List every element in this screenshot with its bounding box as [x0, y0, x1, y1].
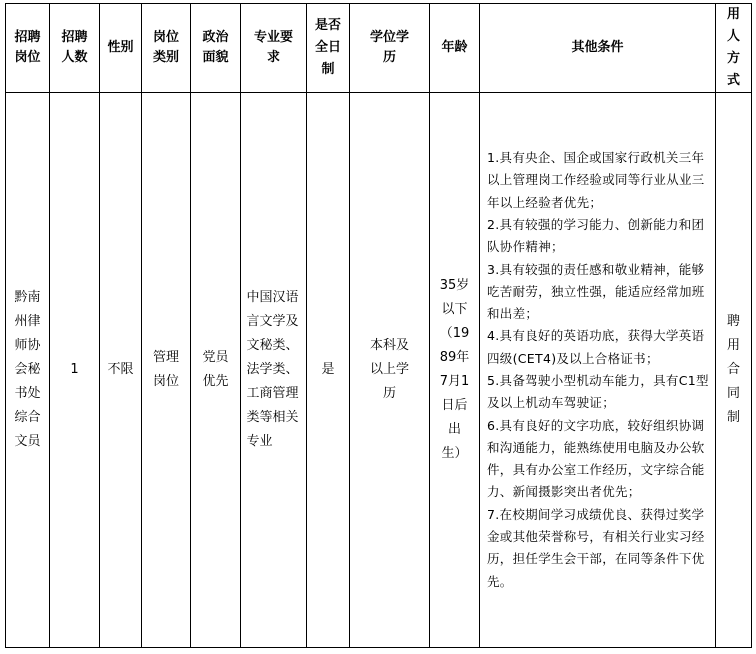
cell-other-conditions: [480, 93, 716, 648]
condition-item-1: 1.具有央企、国企或国家行政机关三年以上管理岗工作经验或同等行业从业三年以上经验者优先；: [487, 150, 705, 210]
cell-major: 中国汉语言文学及文秘类、法学类、工商管理类等相关专业: [241, 93, 307, 648]
recruitment-table: [5, 3, 752, 648]
header-fulltime: 是否全日制: [307, 4, 350, 93]
header-count: 招聘人数: [50, 4, 100, 93]
cell-position: 黔南州律师协会秘书处综合文员: [6, 93, 50, 648]
condition-item-6: 6.具有良好的文字功底，较好组织协调和沟通能力，能熟练使用电脑及办公软件，具有办公室工作经历，文字综合能力、新闻摄影突出者优先；: [487, 417, 705, 500]
condition-item-4: 4.具有良好的英语功底，获得大学英语四级(CET4)及以上合格证书；: [487, 328, 705, 366]
condition-item-2: 2.具有较强的学习能力、创新能力和团队协作精神；: [487, 216, 705, 255]
header-method: 用人方式: [716, 4, 752, 93]
header-row: [6, 4, 752, 93]
condition-item-5: 5.具备驾驶小型机动车能力，具有C1型及以上机动车驾驶证；: [487, 373, 709, 411]
cell-political: 党员优先: [191, 93, 241, 648]
table-row: [6, 93, 752, 648]
cell-count: 1: [50, 93, 100, 648]
header-gender: 性别: [100, 4, 142, 93]
header-category: 岗位类别: [142, 4, 191, 93]
condition-item-7: 7.在校期间学习成绩优良、获得过奖学金或其他荣誉称号，有相关行业实习经历，担任学生会干部，在同等条件下优先。: [487, 506, 705, 589]
cell-degree: 本科及以上学历: [350, 93, 430, 648]
cell-age: 35岁以下（1989年7月1日后出生）: [430, 93, 480, 648]
cell-method: 聘用合同制: [716, 93, 752, 648]
header-position: 招聘岗位: [6, 4, 50, 93]
cell-fulltime: 是: [307, 93, 350, 648]
header-age: 年龄: [430, 4, 480, 93]
cell-gender: 不限: [100, 93, 142, 648]
header-other-conditions: 其他条件: [480, 4, 716, 93]
header-major: 专业要求: [241, 4, 307, 93]
condition-item-3: 3.具有较强的责任感和敬业精神，能够吃苦耐劳，独立性强，能适应经常加班和出差；: [487, 261, 705, 322]
header-degree: 学位学历: [350, 4, 430, 93]
header-political: 政治面貌: [191, 4, 241, 93]
cell-category: 管理岗位: [142, 93, 191, 648]
